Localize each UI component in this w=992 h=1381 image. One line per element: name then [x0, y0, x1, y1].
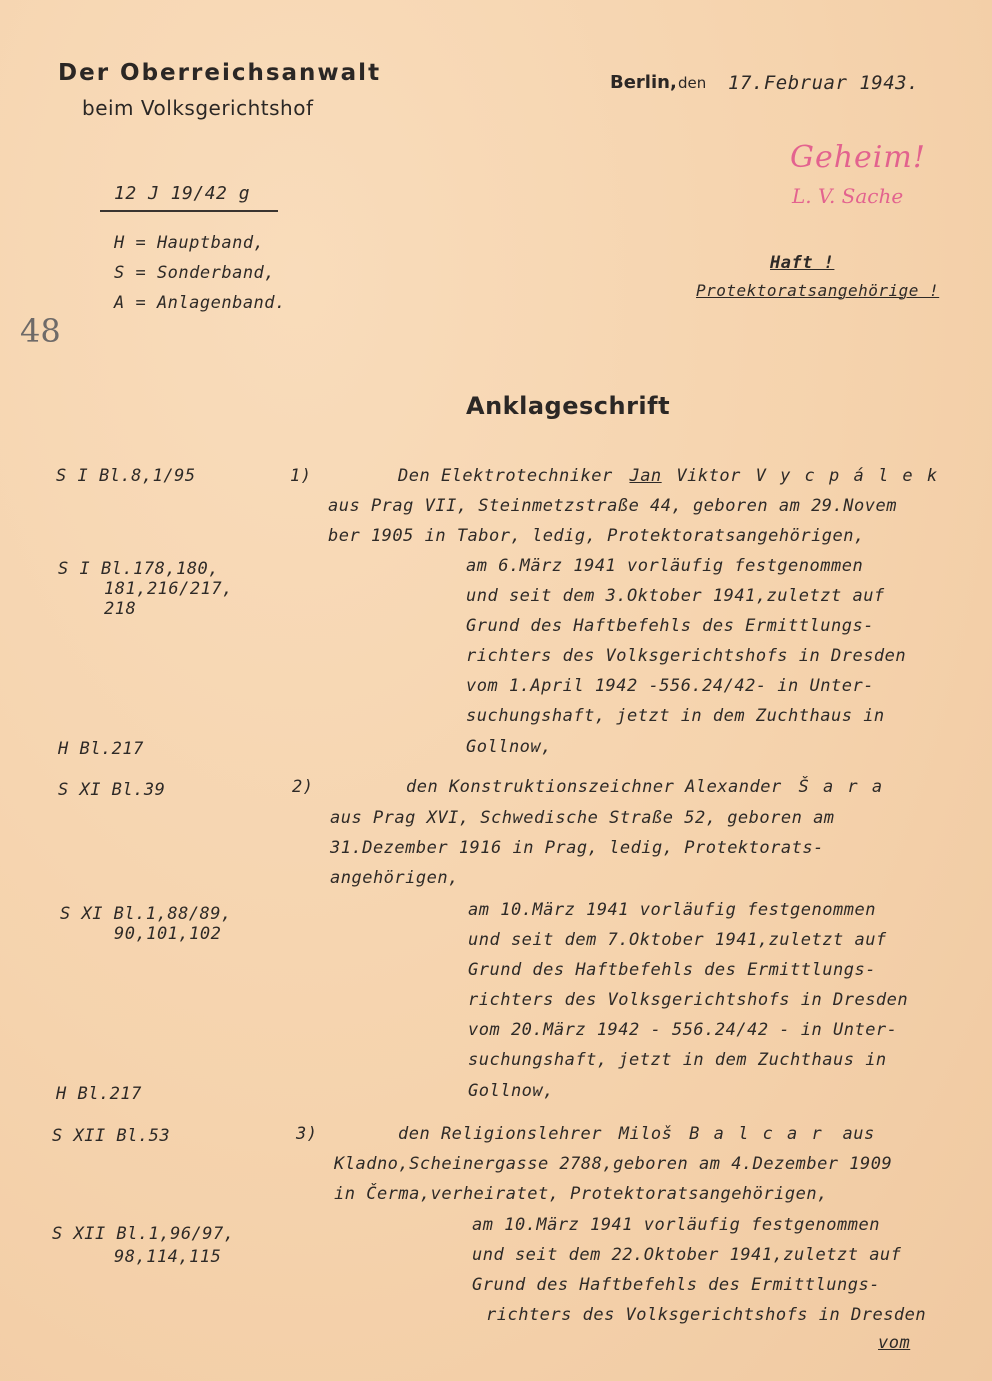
entry-1-line-10: Gollnow, — [466, 737, 552, 757]
entry-3-line-5: und seit dem 22.Oktober 1941,zuletzt auf — [472, 1245, 902, 1265]
letter-date: 17.Februar 1943. — [728, 72, 920, 94]
entry-3-line-1 — [398, 1124, 875, 1144]
entry-3-aus: aus — [842, 1124, 875, 1144]
entry-3-line-4: am 10.März 1941 vorläufig festgenommen — [472, 1215, 880, 1235]
file-reference: 12 J 19/42 g — [114, 183, 251, 204]
entry-1-line-2: aus Prag VII, Steinmetzstraße 44, geboren am 29.Novem — [328, 496, 897, 516]
ref-s12-bl53: S XII Bl.53 — [52, 1126, 171, 1146]
ref-s1-bl8: S I Bl.8,1/95 — [56, 466, 196, 486]
entry-2-line-10: suchungshaft, jetzt in dem Zuchthaus in — [468, 1050, 887, 1070]
authority-line-2: beim Volksgerichtshof — [82, 96, 314, 120]
entry-1-middle-name: Viktor — [676, 466, 741, 486]
authority-line-1: Der Oberreichsanwalt — [58, 60, 382, 86]
ref-h-bl217-a: H Bl.217 — [58, 739, 144, 759]
entry-2-line-3: 31.Dezember 1916 in Prag, ledig, Protektorats- — [330, 838, 824, 858]
note-haft: Haft ! — [770, 253, 835, 273]
ref-s12-bl1: S XII Bl.1,96/97, — [52, 1224, 235, 1244]
ref-h-bl217-b: H Bl.217 — [56, 1084, 142, 1104]
entry-3-occupation: den Religionslehrer — [398, 1124, 602, 1144]
entry-1-occupation: Den Elektrotechniker — [398, 466, 613, 486]
entry-3-line-3: in Čerma,verheiratet, Protektoratsangehörigen, — [334, 1184, 828, 1204]
entry-3-line-2: Kladno,Scheinergasse 2788,geboren am 4.Dezember 1909 — [334, 1154, 893, 1174]
ref-s11-bl90: 90,101,102 — [114, 924, 222, 944]
ref-s1-bl218: 218 — [104, 599, 137, 619]
ref-s11-bl39: S XI Bl.39 — [58, 780, 166, 800]
entry-1-line-1 — [398, 466, 939, 486]
entry-3-first-name: Miloš — [618, 1124, 673, 1144]
ref-s1-bl181: 181,216/217, — [104, 579, 233, 599]
entry-2-line-7: Grund des Haftbefehls des Ermittlungs- — [468, 960, 876, 980]
entry-2-line-11: Gollnow, — [468, 1081, 554, 1101]
file-reference-underline — [100, 210, 278, 212]
legend-h: H = Hauptband, — [114, 233, 265, 253]
entry-1-line-9: suchungshaft, jetzt in dem Zuchthaus in — [466, 706, 885, 726]
entry-3-line-6: Grund des Haftbefehls des Ermittlungs- — [472, 1275, 880, 1295]
entry-1-line-5: und seit dem 3.Oktober 1941,zuletzt auf — [466, 586, 885, 606]
entry-3-line-7: richters des Volksgerichtshofs in Dresden — [486, 1305, 927, 1325]
entry-2-line-4: angehörigen, — [330, 868, 459, 888]
margin-number: 48 — [20, 312, 61, 350]
entry-2-line-8: richters des Volksgerichtshofs in Dresden — [468, 990, 909, 1010]
entry-1-surname: V y c p á l e k — [755, 466, 940, 486]
entry-1-line-3: ber 1905 in Tabor, ledig, Protektoratsangehörigen, — [328, 526, 865, 546]
entry-1-line-4: am 6.März 1941 vorläufig festgenommen — [466, 556, 864, 576]
entry-1-number: 1) — [290, 466, 312, 486]
entry-2-line-5: am 10.März 1941 vorläufig festgenommen — [468, 900, 876, 920]
place: Berlin, — [610, 72, 677, 93]
entry-1-line-8: vom 1.April 1942 -556.24/42- in Unter- — [466, 676, 874, 696]
entry-2-surname: Š a r a — [798, 777, 885, 797]
entry-1-line-6: Grund des Haftbefehls des Ermittlungs- — [466, 616, 874, 636]
entry-2-line-2: aus Prag XVI, Schwedische Straße 52, geboren am — [330, 808, 835, 828]
entry-2-occupation-name: den Konstruktionszeichner Alexander — [406, 777, 782, 797]
legend-a: A = Anlagenband. — [114, 293, 286, 313]
entry-2-line-6: und seit dem 7.Oktober 1941,zuletzt auf — [468, 930, 887, 950]
entry-1-first-name: Jan — [629, 466, 662, 486]
ref-s12-bl98: 98,114,115 — [114, 1247, 222, 1267]
ref-s11-bl1: S XI Bl.1,88/89, — [60, 904, 232, 924]
entry-3-surname: B a l c a r — [689, 1124, 824, 1144]
entry-3-number: 3) — [296, 1124, 318, 1144]
secret-stamp-line-2: L. V. Sache — [792, 184, 904, 208]
entry-2-line-9: vom 20.März 1942 - 556.24/42 - in Unter- — [468, 1020, 898, 1040]
entry-1-line-7: richters des Volksgerichtshofs in Dresden — [466, 646, 907, 666]
entry-2-line-1 — [406, 777, 884, 797]
secret-stamp-line-1: Geheim! — [790, 140, 926, 175]
den-label: den — [678, 74, 707, 92]
document-title: Anklageschrift — [466, 392, 671, 420]
note-protektorat: Protektoratsangehörige ! — [696, 281, 940, 300]
entry-2-number: 2) — [292, 777, 314, 797]
legend-s: S = Sonderband, — [114, 263, 276, 283]
entry-3-line-8: vom — [878, 1333, 911, 1353]
ref-s1-bl178: S I Bl.178,180, — [58, 559, 220, 579]
